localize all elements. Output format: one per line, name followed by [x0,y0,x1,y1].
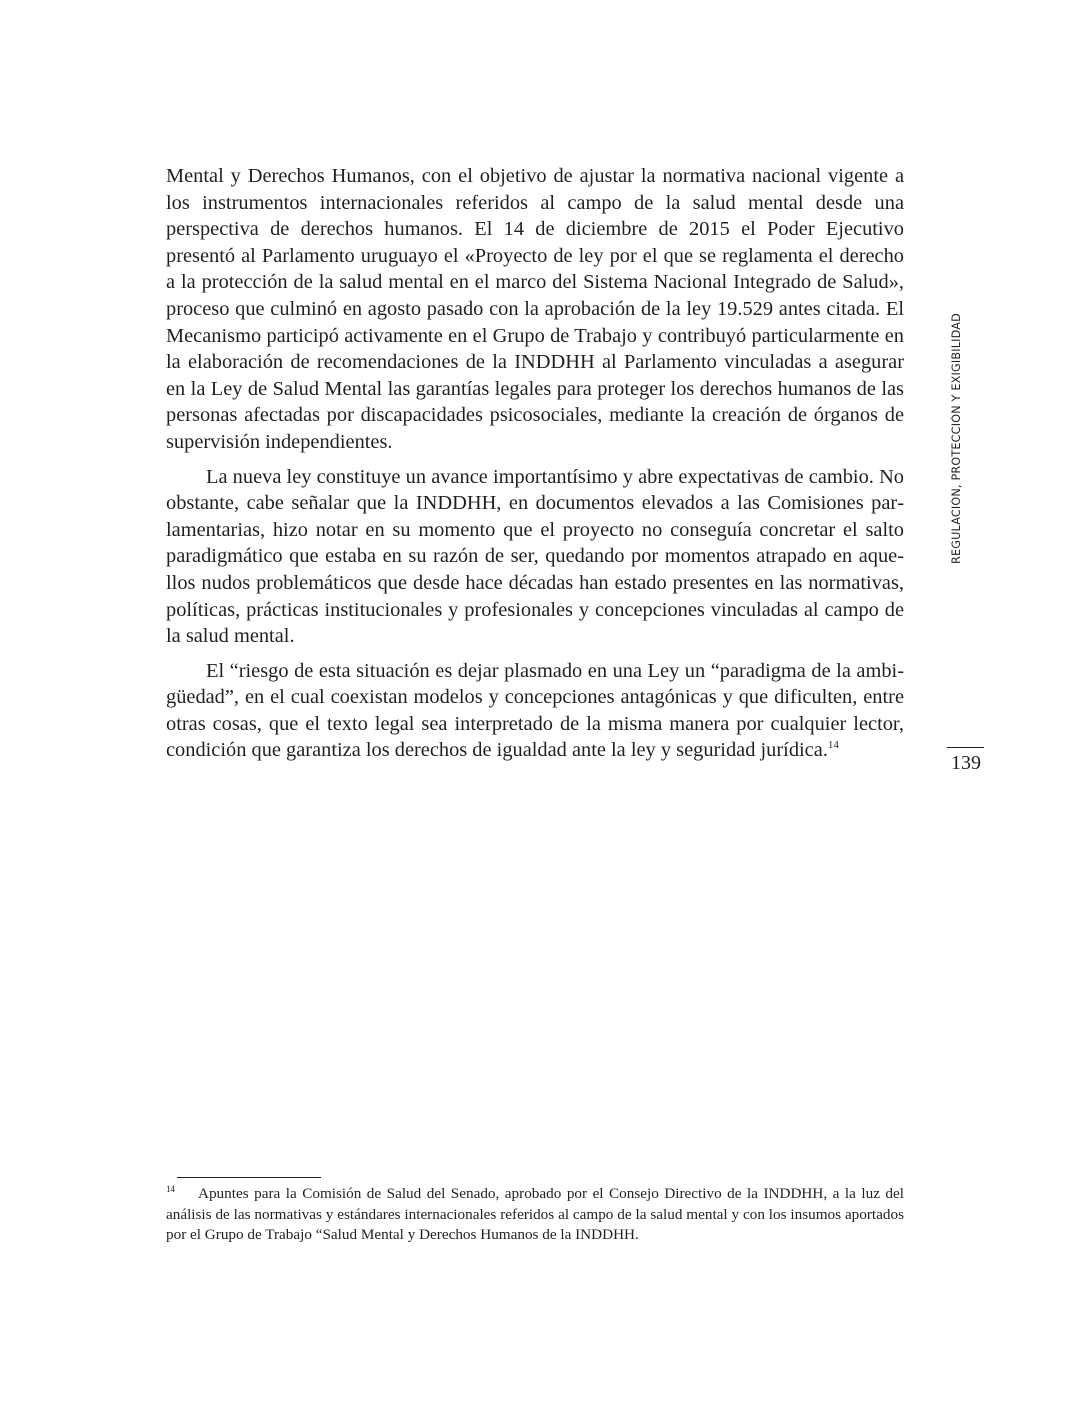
footnote-text: Apuntes para la Comisión de Salud del Senado, aprobado por el Consejo Directivo de la INDDHH, a la luz del análisis de las normativas y estándares internacionales referidos al campo de la salud mental y con los insumos aportados por el Grupo de Trabajo “Salud Mental y Derechos Humanos de la INDDHH. [166,1185,904,1243]
footnote-separator [177,1177,321,1178]
footnote-reference[interactable]: 14 [827,739,839,752]
page-number-rule [947,747,984,748]
paragraph-3 [166,658,904,764]
running-section-header: REGULACIÓN, PROTECCIÓN Y EXIGIBILIDAD [950,313,963,564]
main-body-text [166,163,904,772]
page-number: 139 [951,752,981,774]
paragraph-1: Mental y Derechos Humanos, con el objetivo de ajustar la normativa nacional vigente a los instrumentos internacionales referidos al campo de la salud mental desde una perspectiva de derechos humanos. El 14 de diciembre de 2015 el Poder Ejecutivo presentó al Parlamento uruguayo el «Proyecto de ley por el que se reglamenta el derecho a la protección de la salud mental en el marco del Sistema Nacional Integrado de Salud», proceso que culminó en agosto pasado con la aprobación de la ley 19.529 antes citada. El Mecanismo participó activamente en el Grupo de Trabajo y contribuyó particularmente en la elaboración de recomendaciones de la INDDHH al Parlamento vinculadas a asegurar en la Ley de Salud Mental las garantías legales para proteger los derechos humanos de las personas afectadas por discapacidades psicosociales, mediante la creación de órganos de supervisión independientes. [166,165,904,453]
paragraph-2: La nueva ley constituye un avance importantísimo y abre expectativas de cambio. No obstante, cabe señalar que la INDDHH, en documentos elevados a las Comisiones parlamentarias, hizo notar en su momento que el proyecto no conseguía concretar el salto paradigmático que estaba en su razón de ser, quedando por momentos atrapado en aquellos nudos problemáticos que desde hace décadas han estado presentes en las normativas, políticas, prácticas institucionales y profesionales y concepciones vinculadas al campo de la salud mental. [166,465,904,648]
paragraph-3-text: El “riesgo de esta situación es dejar plasmado en una Ley un “paradigma de la ambigüedad”, en el cual coexistan modelos y concepciones antagónicas y que dificulten, entre otras cosas, que el texto legal sea interpretado de la misma manera por cualquier lector, condición que garantiza los derechos de igualdad ante la ley y seguridad jurídica. [166,659,904,762]
footnote: 14 Apuntes para la Comisión de Salud del Senado, aprobado por el Consejo Directivo de la INDDHH, a la luz del análisis de las normativas y estándares internacionales referidos al campo de la salud mental y con los insumos aportados por el Grupo de Trabajo “Salud Mental y Derechos Humanos de la INDDHH. [166,1183,904,1243]
